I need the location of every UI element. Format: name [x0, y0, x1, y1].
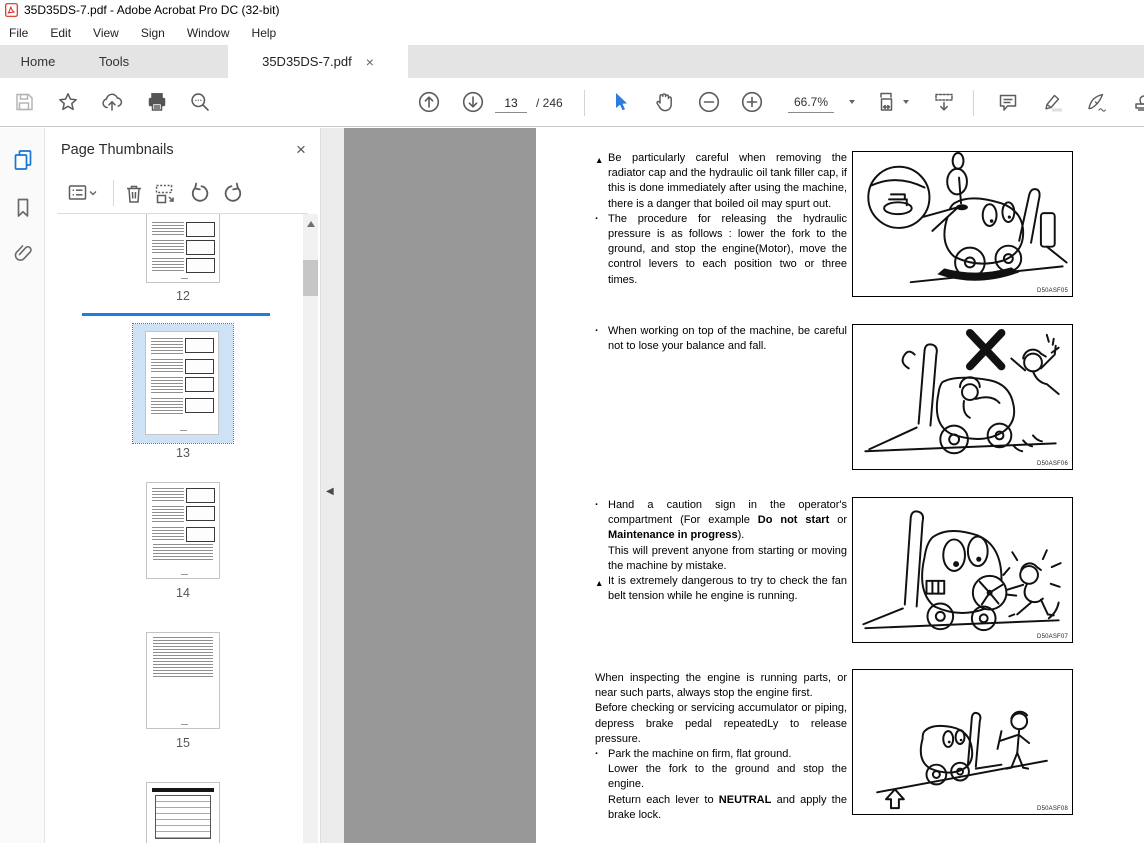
menu-view[interactable]: View	[93, 25, 119, 40]
menu-bar	[0, 20, 1144, 45]
stamp-icon[interactable]	[1132, 91, 1144, 113]
panel-toolbar-divider	[113, 180, 114, 206]
figure-caption: D50ASF06	[1037, 461, 1068, 467]
menu-help[interactable]: Help	[251, 25, 277, 40]
figure-illustration	[853, 670, 1072, 814]
thumbnail-page-16[interactable]	[146, 782, 220, 843]
zoom-level-value: 66.7%	[794, 95, 829, 109]
search-icon[interactable]	[189, 91, 211, 113]
rotate-clockwise-icon[interactable]	[221, 182, 245, 206]
text-block-2	[595, 324, 847, 354]
toolbar-divider	[973, 90, 974, 116]
acrobat-app-icon	[5, 3, 18, 17]
zoom-dropdown-caret-icon[interactable]	[849, 100, 855, 104]
menu-window[interactable]: Window	[186, 25, 230, 40]
thumbnail-page-14[interactable]	[146, 482, 220, 579]
fill-sign-pen-icon[interactable]	[1085, 91, 1109, 113]
figure-caption: D50ASF08	[1037, 806, 1068, 812]
tab-tools[interactable]: Tools	[98, 54, 130, 69]
figure-illustration	[853, 498, 1072, 642]
zoom-out-icon[interactable]	[697, 90, 721, 114]
paragraph: Be particularly careful when removing the radiator cap and the hydraulic oil tank filler cap, if this is done immediately after using the machine, there is a danger that boiled oil may spurt out.	[608, 152, 847, 210]
paragraph: Hand a caution sign in the operator's compartment (For example Do not start or Maintenance in progress). This will prevent anyone from starting or moving the machine by mistake.	[608, 498, 847, 574]
warning-marker: ▲	[595, 155, 604, 165]
figure-park-on-firm-ground	[852, 669, 1073, 815]
page-thumbnails-panel	[45, 128, 320, 843]
menu-edit[interactable]: Edit	[50, 25, 72, 40]
tab-bar	[0, 45, 1144, 78]
page-fit-icon[interactable]	[877, 91, 899, 113]
figure-illustration	[853, 152, 1072, 296]
page-scrolling-icon[interactable]	[933, 91, 955, 113]
thumbnail-label-14: 14	[176, 586, 190, 600]
paragraph: The procedure for releasing the hydraulic pressure is as follows : lower the fork to the ground, and stop the engine(Motor), move the control levers to each position two or three times.	[608, 212, 847, 286]
panel-close-icon[interactable]: ×	[296, 140, 306, 159]
share-cloud-upload-icon[interactable]	[100, 91, 124, 113]
page-thumbnails-icon[interactable]	[11, 148, 35, 172]
page-fit-caret-icon[interactable]	[903, 100, 909, 104]
comment-icon[interactable]	[997, 91, 1019, 113]
thumbnail-page-13[interactable]	[145, 331, 219, 435]
figure-illustration	[853, 325, 1072, 469]
page-count-label: / 246	[536, 96, 563, 110]
attachments-icon[interactable]	[11, 241, 35, 265]
text-block-1	[595, 151, 847, 288]
text-block-4	[595, 671, 847, 823]
navigation-pane-strip	[0, 128, 45, 843]
paragraph: When inspecting the engine is running parts, or near such parts, always stop the engine first.	[595, 672, 847, 700]
figure-fall-from-machine	[852, 324, 1073, 470]
hand-tool-icon[interactable]	[653, 91, 675, 113]
document-view-area[interactable]	[344, 128, 1144, 843]
bookmarks-icon[interactable]	[11, 196, 35, 220]
delete-pages-icon[interactable]	[123, 182, 145, 206]
window-title: 35D35DS-7.pdf - Adobe Acrobat Pro DC (32-bit)	[24, 3, 280, 17]
toolbar-divider	[584, 90, 585, 116]
menu-file[interactable]: File	[9, 25, 29, 40]
bullet-marker: ·	[595, 499, 599, 511]
current-view-indicator	[82, 313, 270, 316]
save-icon[interactable]	[13, 91, 35, 113]
thumbnail-page-13-selected[interactable]	[133, 324, 233, 443]
figure-fan-belt-danger	[852, 497, 1073, 643]
main-toolbar	[0, 78, 1144, 127]
highlighter-icon[interactable]	[1041, 91, 1065, 113]
star-favorites-icon[interactable]	[57, 91, 79, 113]
text-block-3	[595, 498, 847, 604]
bullet-marker: ·	[595, 212, 599, 225]
thumbnail-label-12: 12	[176, 289, 190, 303]
print-icon[interactable]	[146, 91, 168, 113]
tab-document[interactable]	[228, 45, 408, 78]
panel-splitter[interactable]	[320, 128, 344, 843]
zoom-level-dropdown[interactable]	[788, 93, 834, 113]
thumbnail-page-12[interactable]	[146, 214, 220, 283]
collapse-panel-icon[interactable]: ◀	[326, 486, 334, 497]
warning-marker: ▲	[595, 578, 604, 589]
scrollbar-up-arrow-icon[interactable]	[307, 221, 315, 227]
paragraph: When working on top of the machine, be careful not to lose your balance and fall.	[608, 325, 847, 353]
main-area	[0, 128, 1144, 843]
paragraph: Park the machine on firm, flat ground. Lower the fork to the ground and stop the engine. Return each lever to NEUTRAL and apply the brake lock.	[608, 748, 847, 821]
tab-close-icon[interactable]: ×	[365, 53, 374, 70]
sub-paragraph: This will prevent anyone from starting or moving the machine by mistake.	[608, 544, 847, 572]
insert-pages-icon[interactable]	[153, 182, 177, 206]
bullet-marker: ·	[595, 748, 599, 761]
figure-radiator-cap	[852, 151, 1073, 297]
rotate-counterclockwise-icon[interactable]	[188, 182, 212, 206]
tab-document-label: 35D35DS-7.pdf	[262, 54, 352, 69]
panel-toolbar	[45, 174, 320, 214]
tab-home[interactable]: Home	[20, 54, 56, 69]
figure-caption: D50ASF05	[1037, 288, 1068, 294]
thumbnail-scrollbar[interactable]	[303, 214, 318, 843]
scrollbar-thumb[interactable]	[303, 260, 318, 296]
page-number-input[interactable]	[495, 93, 527, 113]
zoom-in-icon[interactable]	[740, 90, 764, 114]
thumbnail-list	[45, 214, 320, 843]
thumbnail-options-icon[interactable]	[67, 182, 97, 204]
thumbnail-label-13: 13	[176, 446, 190, 460]
select-tool-icon[interactable]	[610, 92, 630, 113]
figure-caption: D50ASF07	[1037, 634, 1068, 640]
bullet-marker: ·	[595, 325, 599, 337]
menu-sign[interactable]: Sign	[140, 25, 165, 40]
previous-page-icon[interactable]	[417, 90, 441, 114]
window-titlebar	[0, 0, 1144, 20]
thumbnail-label-15: 15	[176, 736, 190, 750]
pdf-page	[536, 128, 1144, 843]
paragraph: It is extremely dangerous to try to check the fan belt tension while he engine is running.	[608, 575, 847, 603]
next-page-icon[interactable]	[461, 90, 485, 114]
paragraph: Before checking or servicing accumulator or piping, depress brake pedal repeatedLy to release pressure.	[595, 702, 847, 745]
panel-title: Page Thumbnails	[61, 142, 174, 158]
thumbnail-page-15[interactable]	[146, 632, 220, 729]
